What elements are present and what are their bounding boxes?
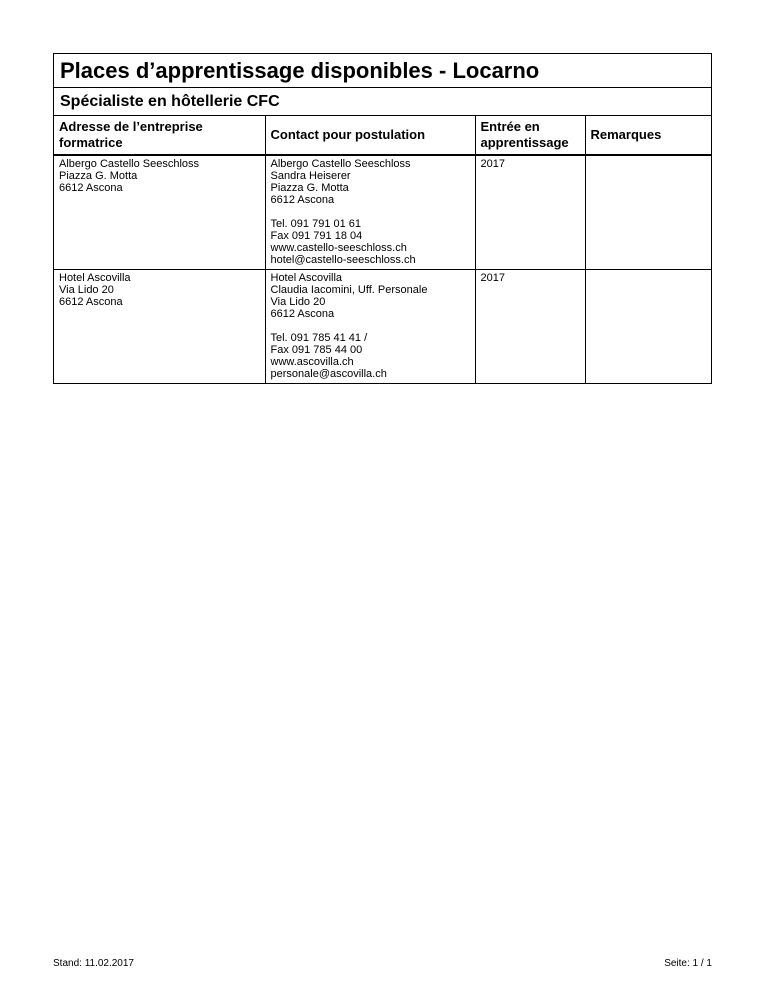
contact-line: Hotel Ascovilla xyxy=(270,272,343,284)
table-header-row xyxy=(54,116,711,155)
page-title: Places d’apprentissage disponibles - Locarno xyxy=(54,54,711,88)
footer-date: Stand: 11.02.2017 xyxy=(53,958,134,969)
table-row xyxy=(54,270,711,384)
address-cell xyxy=(54,155,265,270)
apprenticeship-table xyxy=(54,116,711,383)
listing-frame xyxy=(53,53,712,384)
contact-email: hotel@castello-seeschloss.ch xyxy=(270,254,416,266)
contact-cell xyxy=(265,270,475,384)
contact-line: 6612 Ascona xyxy=(270,194,335,206)
contact-website: www.ascovilla.ch xyxy=(270,356,354,368)
address-line: 6612 Ascona xyxy=(59,182,123,194)
contact-line: Albergo Castello Seeschloss xyxy=(270,158,411,170)
header-entry: Entrée en apprentissage xyxy=(475,116,585,155)
contact-line: Sandra Heiserer xyxy=(270,170,351,182)
contact-phone: Tel. 091 785 41 41 / xyxy=(270,332,368,344)
contact-cell xyxy=(265,155,475,270)
contact-website: www.castello-seeschloss.ch xyxy=(270,242,407,254)
contact-phone: Tel. 091 791 01 61 xyxy=(270,218,362,230)
address-line: 6612 Ascona xyxy=(59,296,123,308)
footer-page-number: Seite: 1 / 1 xyxy=(664,958,712,969)
contact-email: personale@ascovilla.ch xyxy=(270,368,387,380)
contact-line: Via Lido 20 xyxy=(270,296,326,308)
address-cell xyxy=(54,270,265,384)
entry-cell: 2017 xyxy=(475,155,585,270)
address-line: Hotel Ascovilla xyxy=(59,272,131,284)
address-line: Albergo Castello Seeschloss xyxy=(59,158,200,170)
contact-line: Claudia Iacomini, Uff. Personale xyxy=(270,284,428,296)
address-line: Via Lido 20 xyxy=(59,284,114,296)
contact-fax: Fax 091 785 44 00 xyxy=(270,344,363,356)
address-line: Piazza G. Motta xyxy=(59,170,138,182)
table-row xyxy=(54,155,711,270)
profession-subtitle: Spécialiste en hôtellerie CFC xyxy=(54,88,711,116)
header-address: Adresse de l’entreprise formatrice xyxy=(54,116,265,155)
remarks-cell xyxy=(585,270,711,384)
remarks-cell xyxy=(585,155,711,270)
contact-line: Piazza G. Motta xyxy=(270,182,349,194)
header-remarks: Remarques xyxy=(585,116,711,155)
contact-line: 6612 Ascona xyxy=(270,308,335,320)
header-contact: Contact pour postulation xyxy=(265,116,475,155)
entry-cell: 2017 xyxy=(475,270,585,384)
contact-fax: Fax 091 791 18 04 xyxy=(270,230,363,242)
